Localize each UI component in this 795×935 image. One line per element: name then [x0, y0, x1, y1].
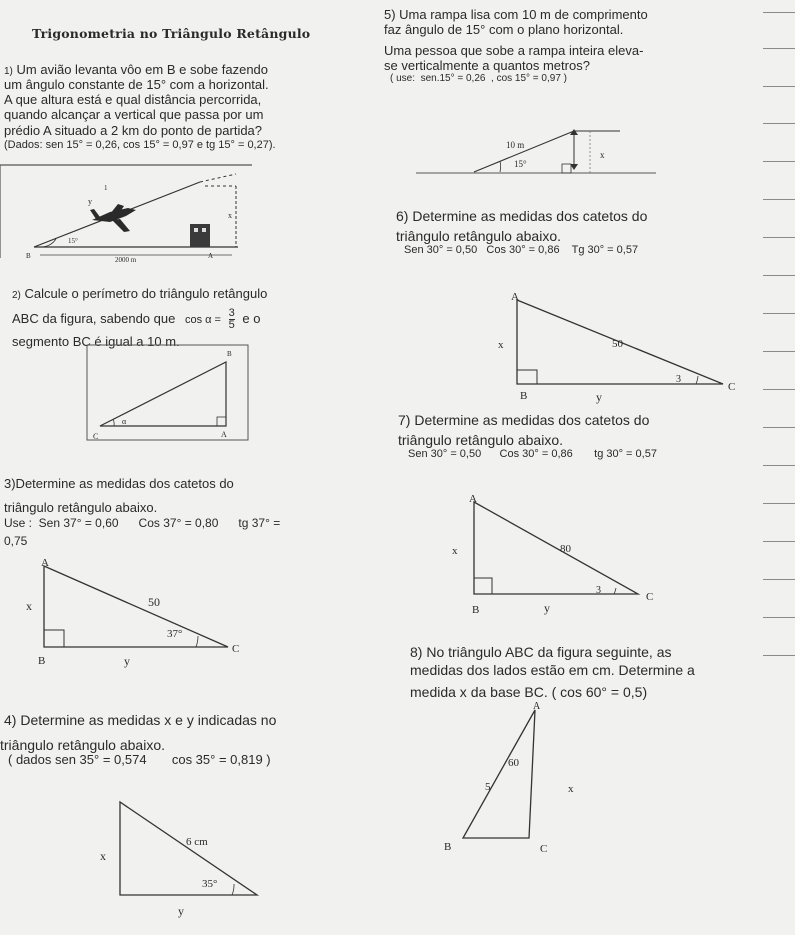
- q3-line: 3)Determine as medidas dos catetos do: [4, 476, 234, 491]
- q5-use-data: ( use: sen.15° = 0,26 , cos 15° = 0,97 ): [390, 73, 567, 84]
- q2-numerator: 3: [228, 307, 235, 319]
- q8-vertex-b: B: [444, 841, 452, 853]
- q7-vertex-b: B: [472, 604, 480, 616]
- q8-side-60: 60: [508, 757, 519, 769]
- q1-one-label: 1: [104, 184, 108, 192]
- q3-vertex-b: B: [38, 655, 46, 667]
- q1-angle-label: 15°: [68, 237, 78, 245]
- q8-line: medidas dos lados estão em cm. Determine a: [410, 662, 695, 678]
- q1-vertex-a: A: [208, 252, 214, 260]
- q1-distance-label: 2000 m: [115, 256, 137, 264]
- q1-line: prédio A situado a 2 km do ponto de partida?: [4, 123, 263, 138]
- q7-vertex-c: C: [646, 591, 654, 603]
- q3-line: triângulo retângulo abaixo.: [4, 500, 158, 515]
- q4-line: triângulo retângulo abaixo.: [0, 737, 166, 753]
- q5-line: se verticalmente a quantos metros?: [384, 58, 590, 73]
- q2-vertex-b: B: [227, 350, 232, 358]
- q2-line: ABC da figura, sabendo que: [12, 310, 176, 326]
- q3-hyp-label: 50: [148, 595, 160, 609]
- q1-line: um ângulo constante de 15° com a horizontal.: [4, 77, 269, 92]
- q8-vertex-c: C: [540, 843, 548, 855]
- q2-line: segmento BC é igual a 10 m.: [12, 334, 180, 349]
- q2-denominator: 5: [228, 319, 235, 331]
- q7-vertex-a: A: [469, 493, 477, 505]
- q5-length-label: 10 m: [506, 140, 525, 150]
- q6-line: triângulo retângulo abaixo.: [396, 228, 562, 244]
- q3-angle-label: 37°: [167, 628, 183, 640]
- q6-vertex-b: B: [520, 390, 528, 402]
- q2-alpha-label: α: [122, 417, 127, 426]
- q2-vertex-a: A: [221, 430, 227, 439]
- q4-x-label: x: [100, 849, 106, 863]
- q8-side-5: 5: [485, 781, 491, 793]
- page-title: Trigonometria no Triângulo Retângulo: [32, 26, 311, 41]
- q7-data: Sen 30° = 0,50 Cos 30° = 0,86 tg 30° = 0,57: [408, 448, 657, 460]
- q1-line: Um avião levanta vôo em B e sobe fazendo: [16, 62, 269, 77]
- q2-number: 2): [12, 290, 21, 301]
- q8-line: medida x da base BC. ( cos 60° = 0,5): [410, 684, 648, 700]
- q5-line: faz ângulo de 15° com o plano horizontal.: [384, 22, 624, 37]
- q1-line: quando alcançar a vertical que passa por um: [4, 107, 264, 122]
- q1-y-label: y: [88, 197, 92, 206]
- q2-line: e o: [242, 310, 261, 326]
- q6-angle-label: 3: [676, 374, 681, 385]
- q6-hyp-label: 50: [612, 338, 623, 350]
- q3-use-cont: 0,75: [4, 534, 28, 548]
- q5-line: 5) Uma rampa lisa com 10 m de comprimento: [384, 7, 648, 22]
- q3-vertex-c: C: [232, 643, 240, 655]
- q1-data: (Dados: sen 15° = 0,26, cos 15° = 0,97 e tg 15° = 0,27).: [4, 139, 276, 151]
- q7-x-label: x: [452, 545, 458, 557]
- q2-vertex-c: C: [93, 432, 99, 441]
- q1-line: A que altura está e qual distância percorrida,: [4, 92, 262, 107]
- q2-cos-expr: cos α =: [184, 313, 221, 326]
- q7-angle-label: 3: [596, 585, 601, 596]
- q4-hyp-label: 6 cm: [186, 836, 208, 848]
- q7-y-label: y: [544, 601, 550, 615]
- q3-vertex-a: A: [41, 557, 49, 569]
- q7-hyp-label: 80: [560, 543, 571, 555]
- q4-data: ( dados sen 35° = 0,574 cos 35° = 0,819 ): [8, 752, 271, 767]
- q3-y-label: y: [124, 654, 130, 668]
- q1-number: 1): [4, 66, 13, 77]
- q6-y-label: y: [596, 390, 602, 404]
- q7-line: 7) Determine as medidas dos catetos do: [398, 412, 650, 428]
- q4-line: 4) Determine as medidas x e y indicadas no: [4, 712, 277, 728]
- q5-line: Uma pessoa que sobe a rampa inteira eleva-: [384, 43, 644, 58]
- q6-line: 6) Determine as medidas dos catetos do: [396, 208, 648, 224]
- q8-vertex-a: A: [533, 701, 541, 712]
- q8-line: 8) No triângulo ABC da figura seguinte, as: [410, 644, 672, 660]
- q5-angle-label: 15°: [514, 159, 527, 169]
- q4-y-label: y: [178, 904, 184, 918]
- q1-vertex-b: B: [26, 252, 31, 260]
- q8-x-label: x: [568, 783, 574, 795]
- q6-vertex-a: A: [511, 291, 519, 303]
- q4-angle-label: 35°: [202, 878, 218, 890]
- q3-use-data: Use : Sen 37° = 0,60 Cos 37° = 0,80 tg 37° =: [4, 516, 281, 530]
- q5-x-label: x: [600, 150, 605, 160]
- q6-x-label: x: [498, 339, 504, 351]
- q6-vertex-c: C: [728, 381, 736, 393]
- q1-x-label: x: [228, 211, 232, 220]
- q6-data: Sen 30° = 0,50 Cos 30° = 0,86 Tg 30° = 0,57: [404, 244, 639, 256]
- q3-x-label: x: [26, 599, 32, 613]
- q7-line: triângulo retângulo abaixo.: [398, 432, 564, 448]
- q2-line: Calcule o perímetro do triângulo retângulo: [24, 286, 268, 301]
